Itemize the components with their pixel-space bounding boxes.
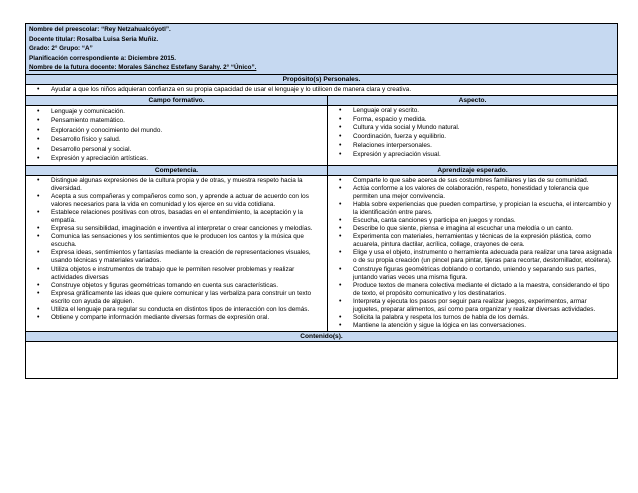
list-item: • Relaciones interpersonales.	[353, 142, 614, 151]
list-item: • Expresa su sensibilidad, imaginación e inventiva al interpretar o crear canciones y melodías.	[51, 225, 324, 233]
aprendizaje-label: Aprendizaje esperado.	[328, 165, 618, 175]
campo-list	[29, 107, 324, 163]
list-item: • Construye objetos y figuras geométricas tomando en cuenta sus características.	[51, 282, 324, 290]
list-item: • Obtiene y comparte información mediante diversas formas de expresión oral.	[51, 314, 324, 322]
contenido-label: Contenido(s).	[26, 332, 618, 342]
contenido-header-row	[26, 332, 618, 342]
campo-aspecto-header-row	[26, 96, 618, 106]
list-item: • Comunica las sensaciones y los sentimientos que le producen los cantos y la música que escucha.	[51, 233, 324, 249]
list-item: • Experimenta con materiales, herramientas y técnicas de la expresión plástica, como acuarela, pintura dactilar, acrílica, collage, crayones de cera.	[353, 233, 614, 249]
list-item: • Utiliza objetos e instrumentos de trabajo que le permiten resolver problemas y realizar actividades diversas	[51, 266, 324, 282]
planning-document	[25, 23, 617, 379]
list-item: • Describe lo que siente, piensa e imagina al escuchar una melodía o un canto.	[353, 225, 614, 233]
campo-cell	[26, 106, 328, 165]
list-item: • Solicita la palabra y respeta los turnos de habla de los demás.	[353, 314, 614, 322]
list-item: • Expresión y apreciación visual.	[353, 151, 614, 160]
list-item: • Forma, espacio y medida.	[353, 116, 614, 125]
list-item: • Expresa ideas, sentimientos y fantasías mediante la creación de representaciones visuales, usando técnicas y materiales variados.	[51, 249, 324, 265]
list-item: • Elige y usa el objeto, instrumento o herramienta adecuada para realizar una tarea asignada o de su propia creación (un pincel para pintar, tijeras para recortar, destornillador, etcétera).	[353, 249, 614, 265]
list-item: • Utiliza el lenguaje para regular su conducta en distintos tipos de interacción con los demás.	[51, 306, 324, 314]
list-item: • Acepta a sus compañeras y compañeros como son, y aprende a actuar de acuerdo con los valores necesarios para la vida en comunidad y los ejerce en su vida cotidiana.	[51, 193, 324, 209]
list-item: • Lenguaje y comunicación.	[51, 107, 324, 116]
list-item: • Desarrollo personal y social.	[51, 145, 324, 154]
list-item: • Expresión y apreciación artísticas.	[51, 154, 324, 163]
list-item: • Actúa conforme a los valores de colaboración, respeto, honestidad y tolerancia que permiten una mejor convivencia.	[353, 185, 614, 201]
proposito-cell	[26, 84, 618, 95]
contenido-cell	[26, 342, 618, 379]
list-item: • Cultura y vida social y Mundo natural.	[353, 124, 614, 133]
proposito-list	[29, 86, 614, 94]
aspecto-label: Aspecto.	[328, 96, 618, 106]
competencia-label: Competencia.	[26, 165, 328, 175]
list-item: • Lenguaje oral y escrito.	[353, 107, 614, 116]
list-item: • Interpreta y ejecuta los pasos por seguir para realizar juegos, experimentos, armar juguetes, preparar alimentos, así como para organizar y realizar diversas actividades.	[353, 298, 614, 314]
list-item: • Produce textos de manera colectiva mediante el dictado a la maestra, considerando el tipo de texto, el propósito comunicativo y los destinatarios.	[353, 282, 614, 298]
competencia-cell	[26, 175, 328, 332]
list-item: • Habla sobre experiencias que pueden compartirse, y propician la escucha, el intercambio y la identificación entre pares.	[353, 201, 614, 217]
preescolar-name: Nombre del preescolar: “Rey Netzahualcóyotl”.	[29, 26, 171, 33]
futura-docente: Nombre de la futura docente: Morales Sánchez Estefany Sarahy. 2° “Único”.	[29, 64, 257, 72]
planificacion-fecha: Planificación correspondiente a: Diciembre 2015.	[29, 54, 176, 62]
aspecto-cell	[328, 106, 618, 165]
proposito-row	[26, 84, 618, 95]
aspecto-list	[331, 107, 614, 159]
list-item: • Mantiene la atención y sigue la lógica en las conversaciones.	[353, 322, 614, 330]
list-item: • Coordinación, fuerza y equilibrio.	[353, 133, 614, 142]
list-item: • Escucha, canta canciones y participa en juegos y rondas.	[353, 217, 614, 225]
proposito-header-row	[26, 74, 618, 84]
grado-grupo: Grado: 2° Grupo: “A”	[29, 45, 93, 53]
proposito-text: • Ayudar a que los niños adquieran confianza en su propia capacidad de usar el lenguaje y lo utilicen de manera clara y creativa.	[51, 86, 614, 94]
campo-aspecto-row	[26, 106, 618, 165]
list-item: • Expresa gráficamente las ideas que quiere comunicar y las verbaliza para construir un texto escrito con ayuda de alguien.	[51, 290, 324, 306]
list-item: • Establece relaciones positivas con otros, basadas en el entendimiento, la aceptación y la empatía.	[51, 209, 324, 225]
header-row	[26, 24, 618, 75]
campo-label: Campo formativo.	[26, 96, 328, 106]
competencia-list	[29, 177, 324, 323]
competencia-aprendizaje-header-row	[26, 165, 618, 175]
list-item: • Desarrollo físico y salud.	[51, 135, 324, 144]
list-item: • Exploración y conocimiento del mundo.	[51, 126, 324, 135]
contenido-row	[26, 342, 618, 379]
competencia-aprendizaje-row	[26, 175, 618, 332]
list-item: • Pensamiento matemático.	[51, 116, 324, 125]
aprendizaje-list	[331, 177, 614, 331]
aprendizaje-cell	[328, 175, 618, 332]
list-item: • Comparte lo que sabe acerca de sus costumbres familiares y las de su comunidad.	[353, 177, 614, 185]
header-block	[26, 24, 618, 75]
planning-table	[25, 23, 618, 379]
list-item: • Distingue algunas expresiones de la cultura propia y de otras, y muestra respeto hacia la diversidad.	[51, 177, 324, 193]
proposito-label: Propósito(s) Personales.	[26, 74, 618, 84]
list-item: • Construye figuras geométricas doblando o cortando, uniendo y separando sus partes, juntando varias veces una misma figura.	[353, 266, 614, 282]
docente-titular: Docente titular: Rosalba Luisa Seria Muñiz.	[29, 35, 159, 43]
